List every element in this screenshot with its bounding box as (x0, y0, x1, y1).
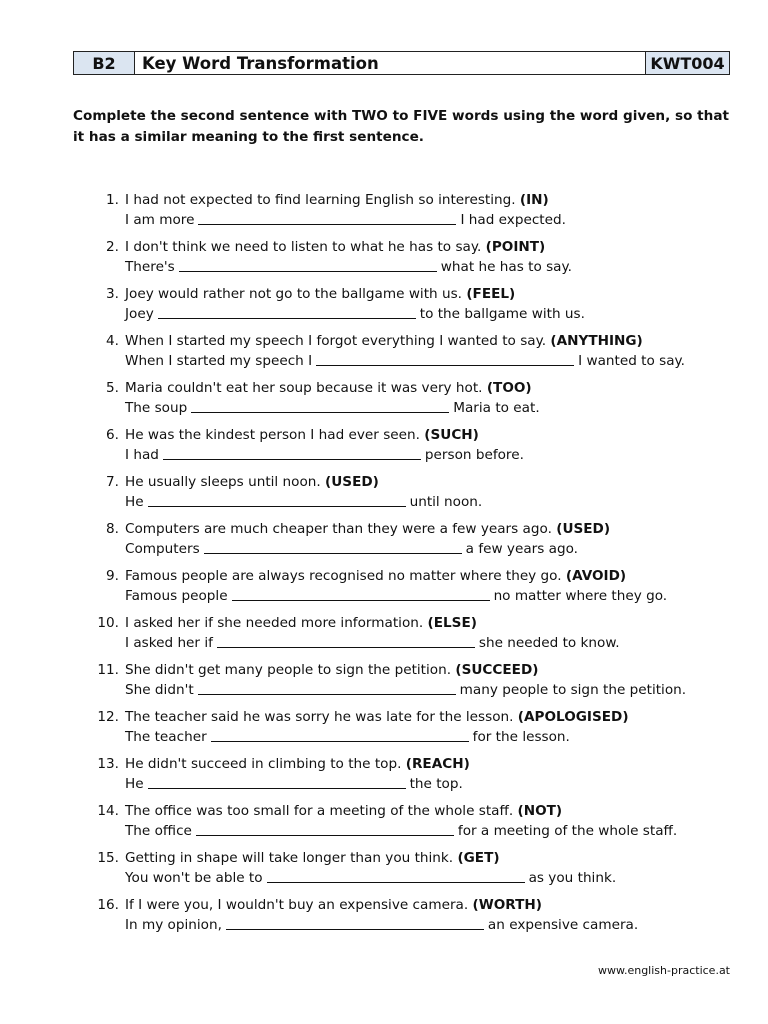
transformation-line (125, 915, 733, 935)
item-body (119, 472, 733, 512)
sentence-end: for a meeting of the whole staff. (457, 823, 678, 839)
exercise-item (73, 707, 733, 747)
answer-blank[interactable] (158, 305, 416, 319)
item-number: 5. (106, 380, 119, 396)
item-number: 14. (97, 803, 119, 819)
worksheet-code: KWT004 (646, 52, 729, 74)
key-word: (IN) (519, 192, 549, 208)
item-body (119, 237, 733, 277)
sentence-start: Joey (125, 306, 154, 322)
exercise-item (73, 801, 733, 841)
answer-blank[interactable] (198, 681, 456, 695)
item-number: 12. (97, 709, 119, 725)
original-sentence-line (125, 378, 733, 398)
original-sentence: Famous people are always recognised no matter where they go. (125, 568, 566, 584)
item-body (119, 284, 733, 324)
original-sentence-line (125, 707, 733, 727)
sentence-end: as you think. (528, 870, 617, 886)
item-body (119, 519, 733, 559)
transformation-line (125, 304, 733, 324)
sentence-end: many people to sign the petition. (459, 682, 687, 698)
sentence-end: a few years ago. (465, 541, 578, 557)
answer-blank[interactable] (163, 446, 421, 460)
item-number: 8. (106, 521, 119, 537)
answer-blank[interactable] (191, 399, 449, 413)
answer-blank[interactable] (217, 634, 475, 648)
sentence-start: Computers (125, 541, 200, 557)
sentence-end: to the ballgame with us. (419, 306, 585, 322)
exercise-item (73, 660, 733, 700)
item-body (119, 895, 733, 935)
exercise-item (73, 895, 733, 935)
answer-blank[interactable] (148, 493, 406, 507)
sentence-start: The office (125, 823, 192, 839)
item-body (119, 378, 733, 418)
original-sentence: I had not expected to find learning English so interesting. (125, 192, 520, 208)
item-number: 16. (97, 897, 119, 913)
sentence-start: Famous people (125, 588, 228, 604)
sentence-end: the top. (409, 776, 463, 792)
original-sentence-line (125, 660, 733, 680)
worksheet-header (73, 51, 730, 75)
original-sentence: He didn't succeed in climbing to the top. (125, 756, 406, 772)
item-number: 11. (97, 662, 119, 678)
answer-blank[interactable] (226, 916, 484, 930)
transformation-line (125, 774, 733, 794)
answer-blank[interactable] (198, 211, 456, 225)
item-number: 10. (97, 615, 119, 631)
item-body (119, 801, 733, 841)
level-badge: B2 (74, 52, 135, 74)
original-sentence: I asked her if she needed more information. (125, 615, 428, 631)
key-word: (GET) (457, 850, 500, 866)
answer-blank[interactable] (179, 258, 437, 272)
item-number: 15. (97, 850, 119, 866)
sentence-end: I had expected. (460, 212, 566, 228)
key-word: (TOO) (486, 380, 532, 396)
sentence-start: The soup (125, 400, 188, 416)
transformation-line (125, 586, 733, 606)
transformation-line (125, 821, 733, 841)
exercise-item (73, 566, 733, 606)
exercise-list (73, 190, 733, 942)
item-body (119, 613, 733, 653)
transformation-line (125, 727, 733, 747)
item-number: 3. (106, 286, 119, 302)
item-body (119, 190, 733, 230)
answer-blank[interactable] (196, 822, 454, 836)
sentence-end: until noon. (409, 494, 483, 510)
sentence-start: He (125, 494, 144, 510)
exercise-item (73, 331, 733, 371)
sentence-start: She didn't (125, 682, 194, 698)
item-body (119, 425, 733, 465)
original-sentence-line (125, 848, 733, 868)
original-sentence: Maria couldn't eat her soup because it was very hot. (125, 380, 487, 396)
item-number: 13. (97, 756, 119, 772)
footer-url[interactable]: www.english-practice.at (597, 964, 730, 977)
sentence-start: There's (125, 259, 175, 275)
original-sentence: Computers are much cheaper than they were a few years ago. (125, 521, 557, 537)
key-word: (AVOID) (565, 568, 627, 584)
exercise-item (73, 848, 733, 888)
sentence-end: no matter where they go. (493, 588, 668, 604)
original-sentence-line (125, 284, 733, 304)
key-word: (USED) (325, 474, 379, 490)
key-word: (ELSE) (427, 615, 477, 631)
transformation-line (125, 868, 733, 888)
answer-blank[interactable] (316, 352, 574, 366)
original-sentence: He was the kindest person I had ever seen. (125, 427, 425, 443)
original-sentence-line (125, 425, 733, 445)
key-word: (SUCCEED) (455, 662, 539, 678)
sentence-end: person before. (424, 447, 524, 463)
item-body (119, 331, 733, 371)
original-sentence-line (125, 519, 733, 539)
sentence-start: You won't be able to (125, 870, 263, 886)
original-sentence: If I were you, I wouldn't buy an expensive camera. (125, 897, 473, 913)
original-sentence-line (125, 237, 733, 257)
original-sentence-line (125, 566, 733, 586)
answer-blank[interactable] (232, 587, 490, 601)
sentence-start: I am more (125, 212, 195, 228)
sentence-end: for the lesson. (472, 729, 570, 745)
key-word: (REACH) (405, 756, 470, 772)
transformation-line (125, 539, 733, 559)
sentence-end: Maria to eat. (453, 400, 540, 416)
sentence-end: she needed to know. (478, 635, 620, 651)
item-number: 7. (106, 474, 119, 490)
transformation-line (125, 210, 733, 230)
original-sentence-line (125, 331, 733, 351)
item-body (119, 566, 733, 606)
exercise-item (73, 284, 733, 324)
original-sentence-line (125, 472, 733, 492)
transformation-line (125, 257, 733, 277)
sentence-start: I had (125, 447, 159, 463)
key-word: (SUCH) (424, 427, 479, 443)
exercise-item (73, 613, 733, 653)
instructions: Complete the second sentence with TWO to FIVE words using the word given, so that it has a similar meaning to the first sentence. (73, 108, 730, 145)
transformation-line (125, 633, 733, 653)
original-sentence: Joey would rather not go to the ballgame with us. (125, 286, 467, 302)
sentence-start: In my opinion, (125, 917, 222, 933)
original-sentence: She didn't get many people to sign the petition. (125, 662, 456, 678)
answer-blank[interactable] (148, 775, 406, 789)
original-sentence: The office was too small for a meeting of the whole staff. (125, 803, 518, 819)
key-word: (WORTH) (472, 897, 543, 913)
transformation-line (125, 398, 733, 418)
transformation-line (125, 351, 733, 371)
sentence-end: what he has to say. (440, 259, 572, 275)
original-sentence-line (125, 895, 733, 915)
sentence-end: an expensive camera. (487, 917, 639, 933)
original-sentence-line (125, 754, 733, 774)
exercise-item (73, 378, 733, 418)
answer-blank[interactable] (211, 728, 469, 742)
exercise-item (73, 425, 733, 465)
transformation-line (125, 492, 733, 512)
exercise-item (73, 190, 733, 230)
sentence-start: I asked her if (125, 635, 213, 651)
transformation-line (125, 680, 733, 700)
key-word: (NOT) (517, 803, 563, 819)
item-number: 2. (106, 239, 119, 255)
item-number: 1. (106, 192, 119, 208)
sentence-end: I wanted to say. (578, 353, 685, 369)
item-body (119, 754, 733, 794)
item-body (119, 848, 733, 888)
worksheet-title: Key Word Transformation (135, 52, 646, 74)
original-sentence: I don't think we need to listen to what he has to say. (125, 239, 486, 255)
transformation-line (125, 445, 733, 465)
exercise-item (73, 754, 733, 794)
exercise-item (73, 519, 733, 559)
item-number: 4. (106, 333, 119, 349)
item-body (119, 660, 733, 700)
sentence-start: He (125, 776, 144, 792)
exercise-item (73, 237, 733, 277)
original-sentence: When I started my speech I forgot everything I wanted to say. (125, 333, 551, 349)
item-number: 6. (106, 427, 119, 443)
original-sentence: He usually sleeps until noon. (125, 474, 326, 490)
item-body (119, 707, 733, 747)
key-word: (APOLOGISED) (517, 709, 629, 725)
original-sentence-line (125, 190, 733, 210)
key-word: (FEEL) (466, 286, 516, 302)
original-sentence-line (125, 801, 733, 821)
original-sentence: Getting in shape will take longer than you think. (125, 850, 458, 866)
key-word: (POINT) (485, 239, 546, 255)
item-number: 9. (106, 568, 119, 584)
answer-blank[interactable] (204, 540, 462, 554)
key-word: (USED) (556, 521, 611, 537)
key-word: (ANYTHING) (550, 333, 643, 349)
original-sentence-line (125, 613, 733, 633)
original-sentence: The teacher said he was sorry he was late for the lesson. (125, 709, 518, 725)
answer-blank[interactable] (267, 869, 525, 883)
sentence-start: The teacher (125, 729, 207, 745)
sentence-start: When I started my speech I (125, 353, 313, 369)
exercise-item (73, 472, 733, 512)
